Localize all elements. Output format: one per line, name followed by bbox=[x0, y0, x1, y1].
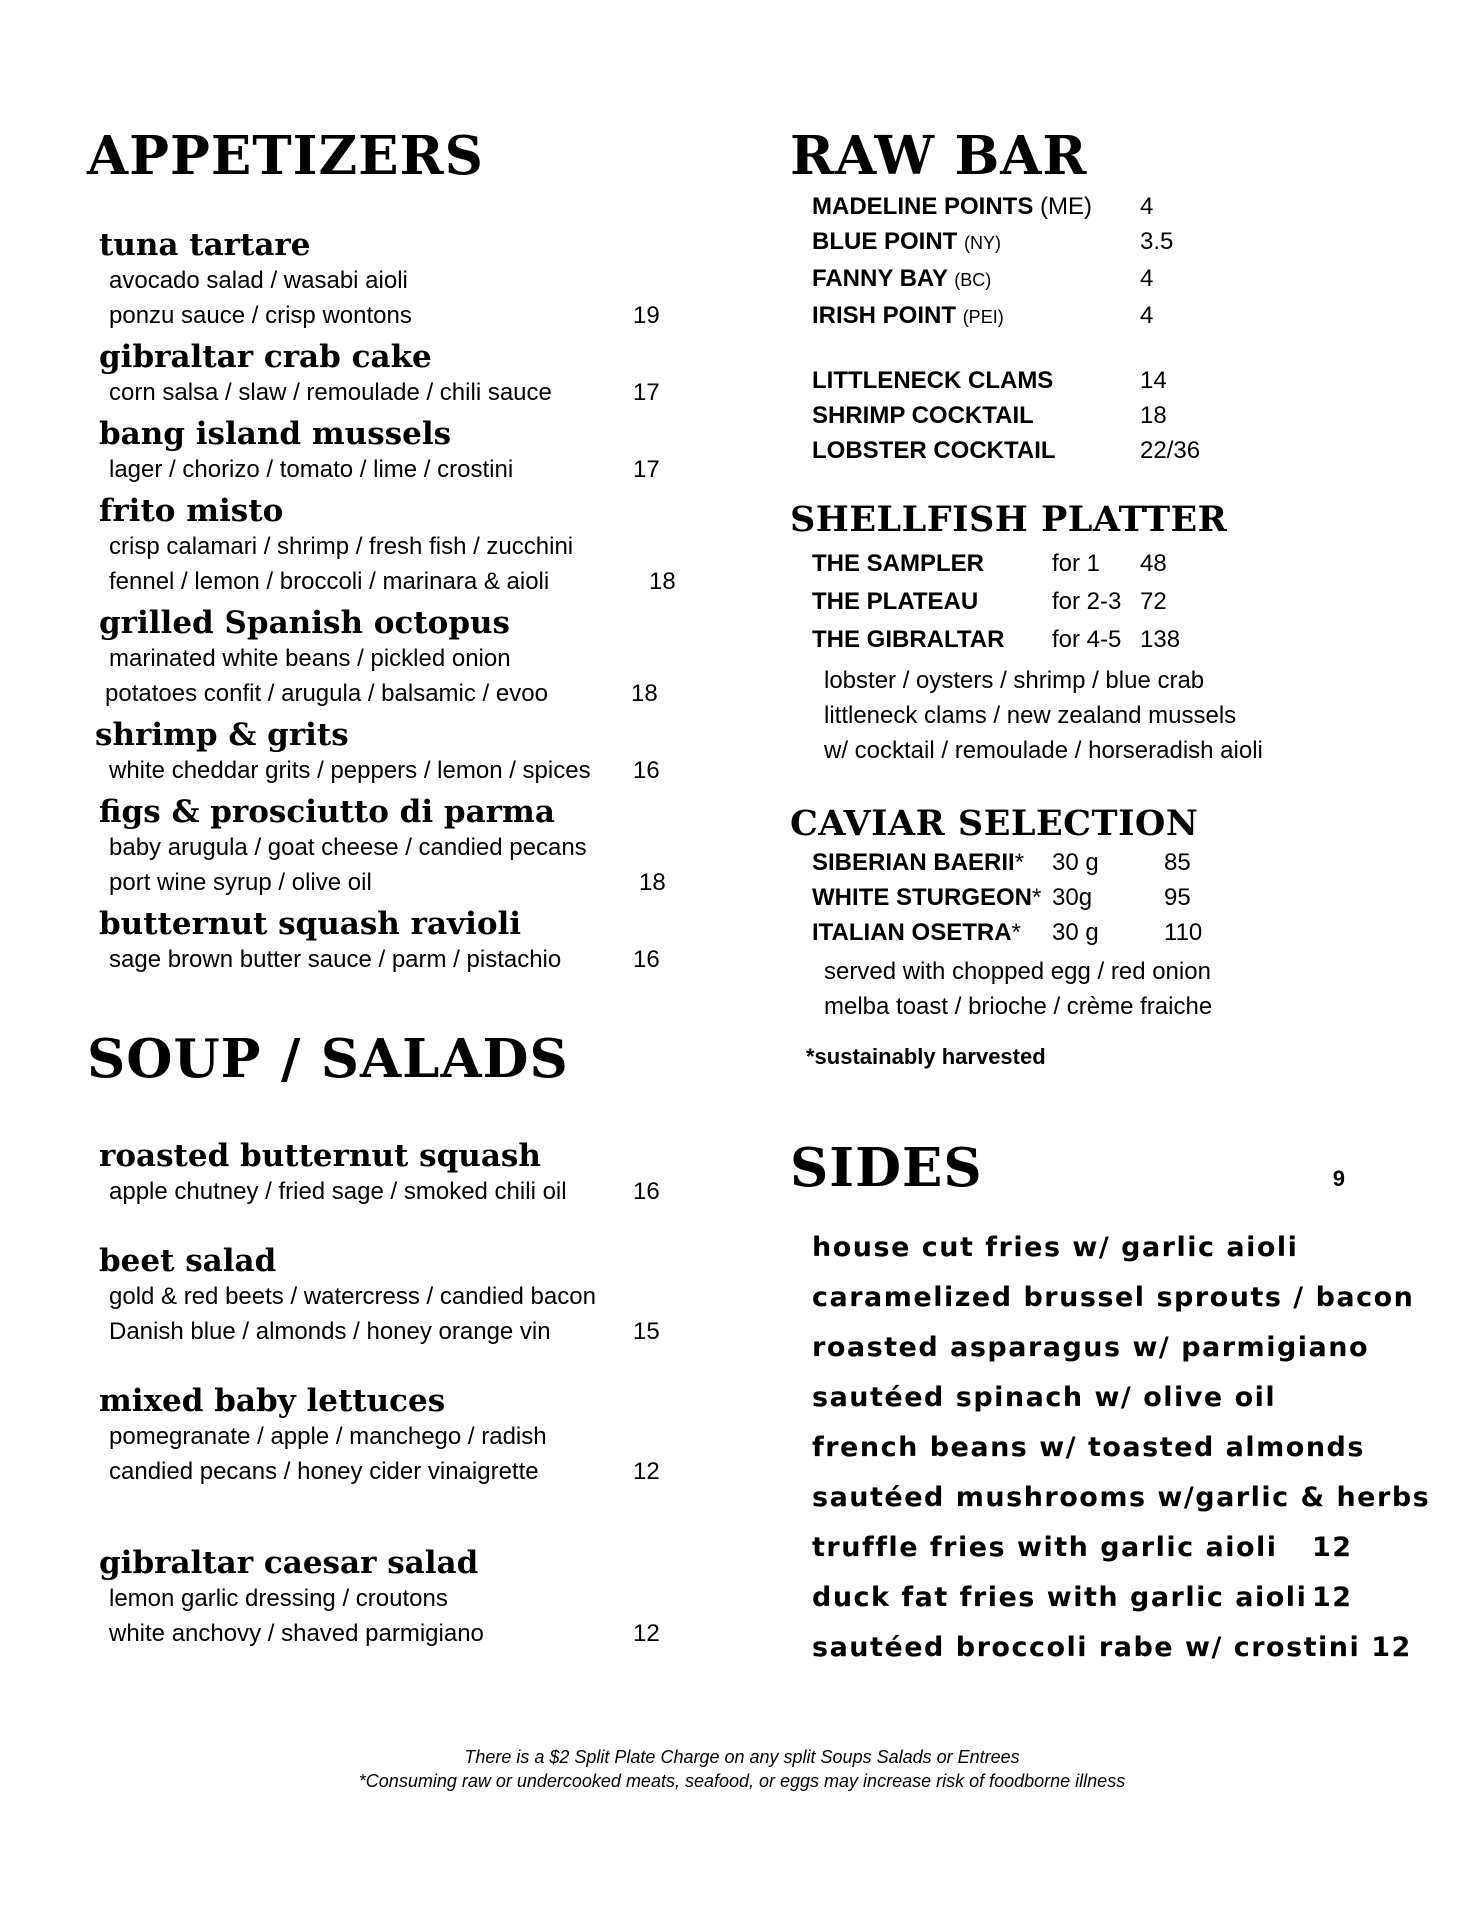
item-name: beet salad bbox=[99, 1243, 277, 1279]
caviar-desc-line: served with chopped egg / red onion bbox=[824, 958, 1211, 985]
caviar-size: 30 g bbox=[1052, 919, 1099, 946]
caviar-size: 30g bbox=[1052, 884, 1093, 911]
platter-list bbox=[790, 545, 1430, 659]
desc-text: crisp calamari / shrimp / fresh fish / zucchini bbox=[109, 533, 574, 560]
side-text: roasted asparagus w/ parmigiano bbox=[812, 1332, 1370, 1363]
raw-item-name: LITTLENECK CLAMS bbox=[812, 367, 1054, 394]
caviar-row bbox=[812, 845, 1430, 880]
item-price: 12 bbox=[633, 1458, 660, 1485]
item-desc bbox=[109, 1581, 667, 1616]
menu-item bbox=[87, 794, 667, 900]
caviar-name: WHITE STURGEON bbox=[812, 884, 1032, 911]
caviar-row bbox=[812, 915, 1430, 950]
platter-row bbox=[812, 621, 1430, 659]
oyster-price: 4 bbox=[1140, 265, 1154, 292]
oyster-name: IRISH POINT bbox=[812, 302, 957, 329]
raw-item-price: 14 bbox=[1140, 367, 1167, 394]
item-desc bbox=[109, 942, 667, 977]
platter-desc-line: lobster / oysters / shrimp / blue crab bbox=[824, 667, 1205, 694]
item-desc bbox=[109, 529, 667, 564]
menu-item bbox=[87, 227, 667, 333]
desc-text: white cheddar grits / peppers / lemon / spices bbox=[109, 757, 591, 784]
platter-name: THE PLATEAU bbox=[812, 588, 979, 615]
desc-text: baby arugula / goat cheese / candied pecans bbox=[109, 834, 587, 861]
item-name: mixed baby lettuces bbox=[99, 1383, 446, 1419]
desc-text: gold & red beets / watercress / candied bacon bbox=[109, 1283, 596, 1310]
item-desc bbox=[105, 676, 667, 711]
platter-price: 138 bbox=[1140, 626, 1181, 653]
menu-item bbox=[87, 1545, 667, 1651]
menu-item bbox=[87, 416, 667, 487]
oyster-name: MADELINE POINTS bbox=[812, 193, 1034, 220]
raw-bar-row bbox=[812, 433, 1430, 468]
soup-salads-list bbox=[87, 1138, 667, 1651]
item-desc bbox=[109, 375, 667, 410]
caviar-name: SIBERIAN BAERII bbox=[812, 849, 1015, 876]
oyster-name: BLUE POINT bbox=[812, 228, 958, 255]
raw-item-price: 22/36 bbox=[1140, 437, 1201, 464]
item-desc bbox=[109, 298, 667, 333]
raw-bar-row bbox=[812, 224, 1430, 261]
platter-serves: for 2-3 bbox=[1052, 588, 1122, 615]
split-charge-note: There is a $2 Split Plate Charge on any split Soups Salads or Entrees bbox=[464, 1747, 1020, 1767]
item-desc bbox=[109, 830, 667, 865]
oyster-price: 4 bbox=[1140, 302, 1154, 329]
raw-bar-row bbox=[812, 261, 1430, 298]
desc-text: sage brown butter sauce / parm / pistachio bbox=[109, 946, 562, 973]
consumption-warning: *Consuming raw or undercooked meats, seafood, or eggs may increase risk of foodborne illness bbox=[358, 1771, 1126, 1791]
raw-bar-other-list bbox=[790, 363, 1430, 468]
side-item bbox=[812, 1223, 1430, 1273]
item-desc bbox=[109, 1314, 667, 1349]
desc-text: port wine syrup / olive oil bbox=[109, 869, 372, 896]
side-item bbox=[812, 1573, 1430, 1623]
side-item bbox=[812, 1423, 1430, 1473]
caviar-desc-line: melba toast / brioche / crème fraiche bbox=[824, 993, 1213, 1020]
item-desc bbox=[109, 452, 667, 487]
menu-item bbox=[87, 1138, 667, 1209]
sides-price: 9 bbox=[1332, 1166, 1345, 1191]
side-item bbox=[812, 1473, 1430, 1523]
platter-row bbox=[812, 583, 1430, 621]
caviar-list bbox=[790, 845, 1430, 950]
platter-description bbox=[790, 663, 1430, 768]
caviar-price: 85 bbox=[1164, 849, 1191, 876]
sides-header bbox=[790, 1137, 1430, 1199]
item-desc bbox=[109, 753, 667, 788]
caviar-heading: CAVIAR SELECTION bbox=[790, 803, 1199, 844]
side-price: 12 bbox=[1312, 1532, 1353, 1563]
sustainability-note: *sustainably harvested bbox=[806, 1044, 1046, 1069]
item-name: frito misto bbox=[99, 493, 284, 529]
raw-bar-row bbox=[812, 298, 1430, 335]
item-desc bbox=[109, 1616, 667, 1651]
left-column bbox=[87, 125, 676, 1685]
item-desc bbox=[109, 564, 676, 599]
side-text: sautéed mushrooms w/garlic & herbs bbox=[812, 1482, 1431, 1513]
raw-item-price: 18 bbox=[1140, 402, 1167, 429]
appetizers-list bbox=[87, 227, 676, 977]
sides-heading: SIDES bbox=[790, 1137, 983, 1199]
item-price: 17 bbox=[633, 456, 660, 483]
menu-item bbox=[87, 605, 667, 711]
oyster-list bbox=[790, 189, 1430, 335]
desc-text: Danish blue / almonds / honey orange vin bbox=[109, 1318, 551, 1345]
caviar-mark: * bbox=[1011, 919, 1021, 946]
platter-name: THE GIBRALTAR bbox=[812, 626, 1005, 653]
oyster-origin: (ME) bbox=[1040, 193, 1092, 220]
platter-desc-line: littleneck clams / new zealand mussels bbox=[824, 702, 1237, 729]
item-price: 16 bbox=[633, 1178, 660, 1205]
side-text: house cut fries w/ garlic aioli bbox=[812, 1232, 1299, 1263]
item-price: 19 bbox=[633, 302, 660, 329]
shellfish-platter-heading: SHELLFISH PLATTER bbox=[790, 499, 1228, 540]
item-price: 18 bbox=[649, 568, 676, 595]
desc-text: marinated white beans / pickled onion bbox=[109, 645, 511, 672]
item-name: butternut squash ravioli bbox=[99, 906, 522, 942]
menu-item bbox=[87, 493, 676, 599]
item-name: gibraltar crab cake bbox=[99, 339, 432, 375]
raw-bar-row bbox=[812, 189, 1430, 224]
item-desc bbox=[109, 263, 667, 298]
caviar-size: 30 g bbox=[1052, 849, 1099, 876]
side-item bbox=[812, 1273, 1430, 1323]
platter-desc-line: w/ cocktail / remoulade / horseradish aioli bbox=[824, 737, 1263, 764]
item-name: grilled Spanish octopus bbox=[99, 605, 510, 641]
desc-text: ponzu sauce / crisp wontons bbox=[109, 302, 412, 329]
platter-serves: for 4-5 bbox=[1052, 626, 1122, 653]
desc-text: pomegranate / apple / manchego / radish bbox=[109, 1423, 547, 1450]
menu-item bbox=[87, 906, 667, 977]
platter-name: THE SAMPLER bbox=[812, 550, 985, 577]
desc-text: potatoes confit / arugula / balsamic / evoo bbox=[105, 680, 548, 707]
item-desc bbox=[109, 1419, 667, 1454]
raw-item-name: LOBSTER COCKTAIL bbox=[812, 437, 1056, 464]
side-text: truffle fries with garlic aioli bbox=[812, 1532, 1278, 1563]
caviar-description bbox=[790, 954, 1430, 1024]
soup-salads-heading: SOUP / SALADS bbox=[87, 1028, 569, 1090]
sides-list bbox=[790, 1223, 1430, 1673]
item-name: gibraltar caesar salad bbox=[99, 1545, 479, 1581]
side-item bbox=[812, 1523, 1430, 1573]
menu-item bbox=[87, 1383, 667, 1489]
item-desc bbox=[109, 1174, 667, 1209]
oyster-name: FANNY BAY bbox=[812, 265, 948, 292]
item-name: bang island mussels bbox=[99, 416, 452, 452]
item-price: 18 bbox=[639, 869, 666, 896]
menu-item bbox=[87, 1243, 667, 1349]
raw-bar-row bbox=[812, 398, 1430, 433]
side-text: sautéed broccoli rabe w/ crostini 12 bbox=[812, 1632, 1412, 1663]
footer bbox=[0, 1745, 1484, 1793]
side-item bbox=[812, 1373, 1430, 1423]
item-desc bbox=[109, 1279, 667, 1314]
side-text: french beans w/ toasted almonds bbox=[812, 1432, 1365, 1463]
oyster-origin: (BC) bbox=[954, 270, 992, 290]
desc-text: candied pecans / honey cider vinaigrette bbox=[109, 1458, 539, 1485]
caviar-row bbox=[812, 880, 1430, 915]
platter-price: 72 bbox=[1140, 588, 1167, 615]
item-name: tuna tartare bbox=[99, 227, 311, 263]
caviar-name: ITALIAN OSETRA bbox=[812, 919, 1012, 946]
platter-serves: for 1 bbox=[1052, 550, 1101, 577]
side-text: caramelized brussel sprouts / bacon bbox=[812, 1282, 1415, 1313]
raw-item-name: SHRIMP COCKTAIL bbox=[812, 402, 1034, 429]
desc-text: apple chutney / fried sage / smoked chili oil bbox=[109, 1178, 567, 1205]
item-name: figs & prosciutto di parma bbox=[99, 794, 555, 830]
item-desc bbox=[109, 641, 667, 676]
oyster-origin: (NY) bbox=[964, 233, 1002, 253]
menu-item bbox=[87, 339, 667, 410]
caviar-price: 95 bbox=[1164, 884, 1191, 911]
desc-text: white anchovy / shaved parmigiano bbox=[109, 1620, 484, 1647]
side-item bbox=[812, 1623, 1430, 1673]
desc-text: avocado salad / wasabi aioli bbox=[109, 267, 408, 294]
item-price: 12 bbox=[633, 1620, 660, 1647]
platter-row bbox=[812, 545, 1430, 583]
item-price: 16 bbox=[633, 946, 660, 973]
item-price: 17 bbox=[633, 379, 660, 406]
desc-text: lager / chorizo / tomato / lime / crostini bbox=[109, 456, 514, 483]
desc-text: corn salsa / slaw / remoulade / chili sauce bbox=[109, 379, 552, 406]
raw-bar-row bbox=[812, 363, 1430, 398]
menu-item bbox=[87, 717, 667, 788]
right-column bbox=[790, 125, 1431, 1673]
item-price: 16 bbox=[633, 757, 660, 784]
caviar-mark: * bbox=[1014, 849, 1025, 876]
item-price: 18 bbox=[631, 680, 658, 707]
caviar-mark: * bbox=[1032, 884, 1042, 911]
side-text: sautéed spinach w/ olive oil bbox=[812, 1382, 1277, 1413]
raw-bar-heading: RAW BAR bbox=[790, 125, 1088, 187]
oyster-origin: (PEI) bbox=[962, 307, 1004, 327]
side-price: 12 bbox=[1312, 1582, 1353, 1613]
oyster-price: 4 bbox=[1140, 193, 1154, 220]
desc-text: fennel / lemon / broccoli / marinara & aioli bbox=[109, 568, 550, 595]
side-item bbox=[812, 1323, 1430, 1373]
oyster-price: 3.5 bbox=[1140, 228, 1174, 255]
item-price: 15 bbox=[633, 1318, 660, 1345]
desc-text: lemon garlic dressing / croutons bbox=[109, 1585, 448, 1612]
side-text: duck fat fries with garlic aioli bbox=[812, 1582, 1308, 1613]
item-desc bbox=[109, 1454, 667, 1489]
item-desc bbox=[109, 865, 667, 900]
item-name: shrimp & grits bbox=[95, 717, 349, 753]
appetizers-heading: APPETIZERS bbox=[87, 125, 484, 187]
caviar-price: 110 bbox=[1164, 919, 1203, 946]
item-name: roasted butternut squash bbox=[99, 1138, 541, 1174]
platter-price: 48 bbox=[1140, 550, 1167, 577]
